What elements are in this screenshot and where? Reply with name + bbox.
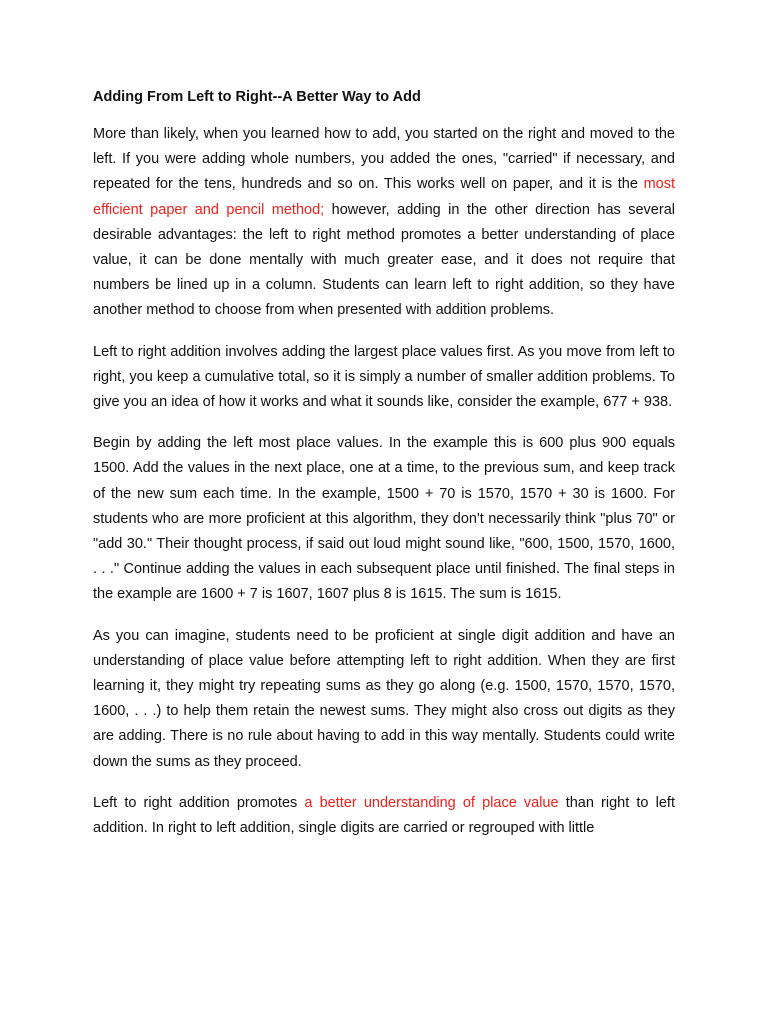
paragraph-1-text-b: however, adding in the other direction has several desirable advantages: the left to right method promotes a better understanding of place value, it can be done mentally with much greater ease, and it does not require that numbers be lined up in a column. Students can learn left to right addition, so they have another method to choose from when presented with addition problems. bbox=[93, 201, 675, 319]
paragraph-2: Left to right addition involves adding the largest place values first. As you move from left to right, you keep a cumulative total, so it is simply a number of smaller addition problems. To give you an idea of how it works and what it sounds like, consider the example, 677 + 938. bbox=[93, 343, 675, 411]
paragraph-3: Begin by adding the left most place values. In the example this is 600 plus 900 equals 1500. Add the values in the next place, one at a time, to the previous sum, and keep track of the new sum each time. In the example, 1500 + 70 is 1570, 1570 + 30 is 1600. For students who are more proficient at this algorithm, they don't necessarily think "plus 70" or "add 30." Their thought process, if said out loud might sound like, "600, 1500, 1570, 1600, . . ." Continue adding the values in each subsequent place until finished. The final steps in the example are 1600 + 7 is 1607, 1607 plus 8 is 1615. The sum is 1615. bbox=[93, 435, 675, 603]
document-title: Adding From Left to Right--A Better Way to Add bbox=[93, 89, 421, 105]
paragraph-5-text-a: Left to right addition promotes bbox=[93, 794, 305, 811]
paragraph-1-highlight: most efficient paper and pencil method; bbox=[93, 176, 675, 218]
document-page bbox=[93, 86, 675, 857]
paragraph-5-highlight: a better understanding of place value bbox=[304, 794, 559, 811]
paragraph-5-text-b: than right to left addition. In right to left addition, single digits are carried or regrouped with little bbox=[93, 794, 675, 837]
paragraph-1-text-a: More than likely, when you learned how to add, you started on the right and moved to the left. If you were adding whole numbers, you added the ones, "carried" if necessary, and repeated for the tens, hundreds and so on. This works well on paper, and it is the bbox=[93, 126, 675, 193]
paragraph-1 bbox=[93, 122, 675, 324]
paragraph-5 bbox=[93, 791, 675, 841]
paragraph-4: As you can imagine, students need to be proficient at single digit addition and have an understanding of place value before attempting left to right addition. When they are first learning it, they might try repeating sums as they go along (e.g. 1500, 1570, 1570, 1570, 1600, . . .) to help them retain the newest sums. They might also cross out digits as they are adding. There is no rule about having to add in this way mentally. Students could write down the sums as they proceed. bbox=[93, 627, 675, 770]
